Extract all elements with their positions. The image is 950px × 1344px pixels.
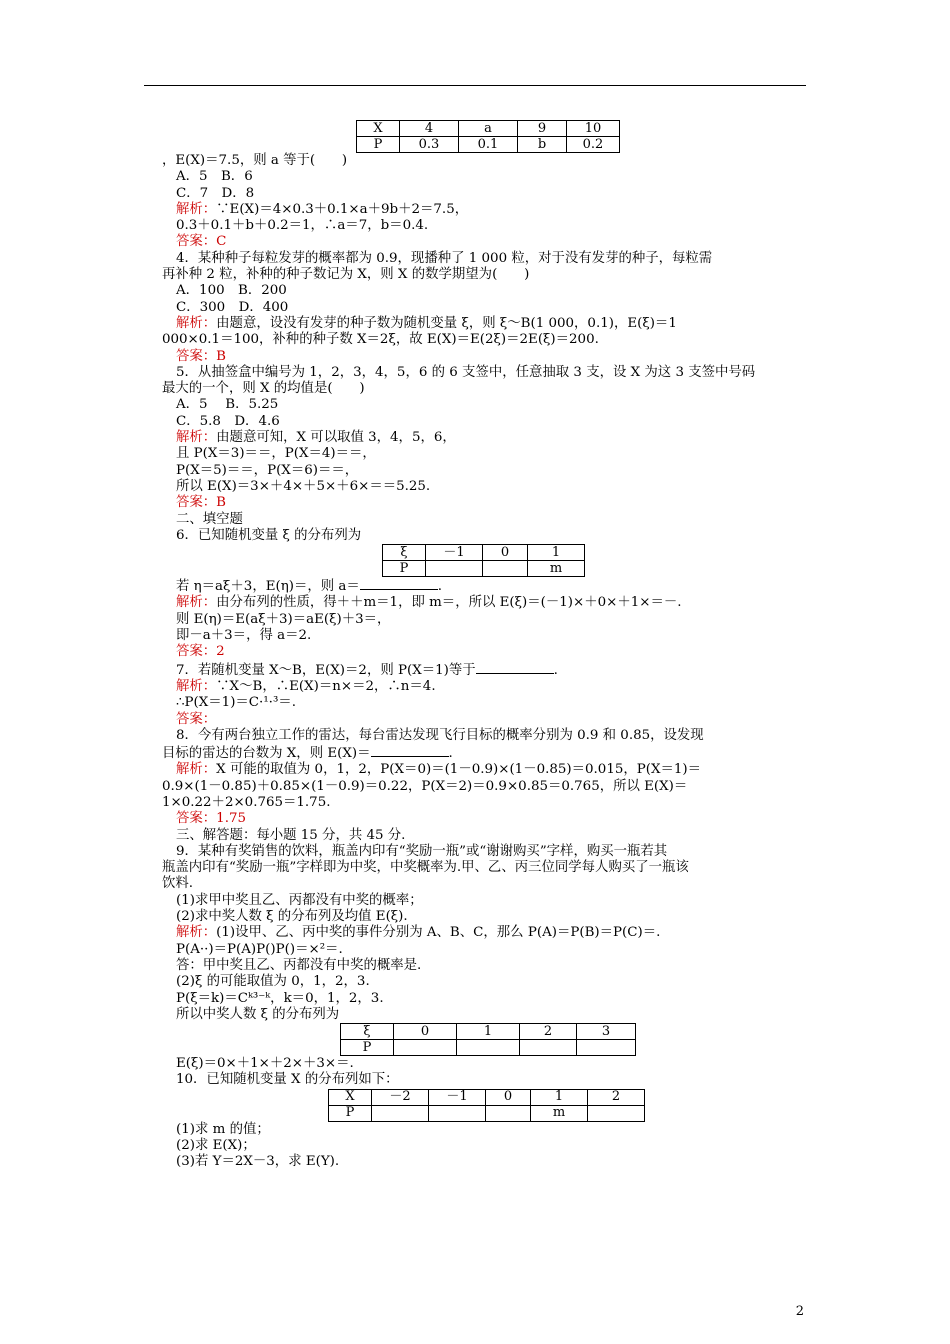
table-cell: P xyxy=(329,1105,372,1121)
q4-answer: 答案：B xyxy=(176,348,227,364)
table-cell: 2 xyxy=(588,1089,645,1105)
q5-options: A．5 B．5.25 xyxy=(176,397,279,413)
q4-analysis: 000×0.1＝100，补种的种子数 X＝2ξ，故 E(X)＝E(2ξ)＝2E(ξ)＝200. xyxy=(162,332,599,348)
q3-stem: ，E(X)＝7.5，则 a 等于( ) xyxy=(162,153,348,168)
table-cell: X xyxy=(329,1089,372,1105)
q3-options: A．5 B．6 xyxy=(176,169,253,185)
q6-analysis-text: 由分布列的性质，得＋＋m＝1，即 m＝，所以 E(ξ)＝(－1)×＋0×＋1×＝－. xyxy=(216,595,682,611)
q10-stem: 10．已知随机变量 X 的分布列如下： xyxy=(176,1072,399,1088)
q5-analysis: 所以 E(X)＝3×＋4×＋5×＋6×＝＝5.25. xyxy=(176,478,431,494)
q9-stem: 9．某种有奖销售的饮料，瓶盖内印有“奖励一瓶”或“谢谢购买”字样，购买一瓶若其 xyxy=(176,843,668,859)
q8-text-end: . xyxy=(448,746,453,762)
table-cell xyxy=(429,1105,486,1121)
q9-part: (1)求甲中奖且乙、丙都没有中奖的概率； xyxy=(176,892,423,908)
q7-answer: 答案： xyxy=(176,711,217,727)
q7-stem xyxy=(162,661,822,679)
document-body xyxy=(162,120,822,1171)
q5-analysis-text: 由题意可知，X 可以取值 3，4，5，6， xyxy=(216,430,456,446)
table-cell: 0 xyxy=(486,1089,531,1105)
q4-stem: 4．某种种子每粒发芽的概率都为 0.9，现播种了 1 000 粒，对于没有发芽的种子，每粒需 xyxy=(176,250,713,266)
table-cell: m xyxy=(528,561,585,577)
table-cell: m xyxy=(531,1105,588,1121)
table-cell: 1 xyxy=(531,1089,588,1105)
section-title-fill-in: 二、填空题 xyxy=(176,511,243,527)
table-cell xyxy=(588,1105,645,1121)
q3-analysis-text: ∵E(X)＝4×0.3＋0.1×a＋9b＋2＝7.5， xyxy=(216,201,469,217)
q6-text-end: . xyxy=(437,579,443,595)
table-cell: 1 xyxy=(457,1024,520,1040)
q6-analysis: 即－a＋3＝，得 a＝2. xyxy=(176,628,312,644)
q9-analysis: 答：甲中奖且乙、丙都没有中奖的概率是. xyxy=(176,957,422,973)
table-cell xyxy=(372,1105,429,1121)
distribution-table-1 xyxy=(356,120,620,153)
q9-analysis: P(ξ＝k)＝Cᵏ³⁻ᵏ，k＝0，1，2，3. xyxy=(176,990,384,1006)
table-cell: 1 xyxy=(528,545,585,561)
table-cell xyxy=(520,1040,577,1056)
table-cell: X xyxy=(357,121,400,137)
table-cell xyxy=(457,1040,520,1056)
distribution-table-4 xyxy=(328,1089,645,1122)
q6-stem: 6．已知随机变量 ξ 的分布列为 xyxy=(176,527,362,543)
q7-text-end: . xyxy=(553,662,558,678)
table-cell: 0.2 xyxy=(567,137,620,153)
analysis-label: 解析： xyxy=(176,762,217,778)
q7-analysis-text: ∵X～B，∴E(X)＝n×＝2，∴n＝4. xyxy=(216,678,436,694)
q9-analysis: (2)ξ 的可能取值为 0，1，2，3. xyxy=(176,974,370,990)
table-cell: ξ xyxy=(383,545,426,561)
table-cell: ξ xyxy=(341,1024,394,1040)
q6-analysis xyxy=(162,595,822,611)
q4-options: C．300 D．400 xyxy=(176,299,289,315)
q10-part: (3)若 Y＝2X－3，求 E(Y). xyxy=(176,1154,340,1170)
q8-text: 目标的雷达的台数为 X，则 E(X)＝ xyxy=(162,746,371,762)
q6-answer: 答案：2 xyxy=(176,644,225,660)
table-cell: 0.3 xyxy=(400,137,459,153)
analysis-label: 解析： xyxy=(176,201,217,217)
table-cell: 2 xyxy=(520,1024,577,1040)
q4-options: A．100 B．200 xyxy=(176,283,287,299)
q4-stem: 再补种 2 粒，补种的种子数记为 X，则 X 的数学期望为( ) xyxy=(162,267,530,283)
q5-analysis: 且 P(X＝3)＝＝，P(X＝4)＝＝， xyxy=(176,446,376,462)
q9-part: (2)求中奖人数 ξ 的分布列及均值 E(ξ). xyxy=(176,909,408,925)
q5-stem: 最大的一个，则 X 的均值是( ) xyxy=(162,381,365,397)
table-cell xyxy=(577,1040,636,1056)
q8-analysis-text: X 可能的取值为 0，1，2，P(X＝0)＝(1－0.9)×(1－0.85)＝0.015，P(X＝1)＝ xyxy=(216,762,702,778)
analysis-label: 解析： xyxy=(176,595,217,611)
q5-stem: 5．从抽签盒中编号为 1，2，3，4，5，6 的 6 支签中，任意抽取 3 支，设 X 为这 3 支签中号码 xyxy=(176,364,756,380)
answer-blank xyxy=(371,744,449,757)
q4-analysis xyxy=(162,316,822,332)
q6-stem xyxy=(162,577,822,595)
answer-blank xyxy=(360,577,438,590)
q5-options: C．5.8 D．4.6 xyxy=(176,413,280,429)
analysis-label: 解析： xyxy=(176,315,217,331)
distribution-table-2 xyxy=(382,544,585,577)
q5-analysis: P(X＝5)＝＝，P(X＝6)＝＝， xyxy=(176,462,359,478)
table-cell: －1 xyxy=(426,545,483,561)
q9-stem: 瓶盖内印有“奖励一瓶”字样即为中奖，中奖概率为.甲、乙、丙三位同学每人购买了一瓶该 xyxy=(162,860,689,876)
q8-analysis: 1×0.22＋2×0.765＝1.75. xyxy=(162,794,331,810)
q8-stem: 8．今有两台独立工作的雷达，每台雷达发现飞行目标的概率分别为 0.9 和 0.85，设发现 xyxy=(176,727,704,743)
q7-text: 7．若随机变量 X～B，E(X)＝2，则 P(X＝1)等于 xyxy=(176,662,476,678)
table-cell: 0 xyxy=(394,1024,457,1040)
q9-analysis: P(A··)＝P(A)P()P()＝×²＝. xyxy=(176,941,343,957)
table-cell: P xyxy=(357,137,400,153)
table-cell: b xyxy=(518,137,567,153)
table-cell: 3 xyxy=(577,1024,636,1040)
table-cell: 9 xyxy=(518,121,567,137)
table-cell xyxy=(483,561,528,577)
section-title-solve: 三、解答题：每小题 15 分，共 45 分. xyxy=(176,827,406,843)
table-cell xyxy=(394,1040,457,1056)
page-number: 2 xyxy=(795,1304,804,1319)
q9-expectation: E(ξ)＝0×＋1×＋2×＋3×＝. xyxy=(176,1056,354,1072)
q9-analysis: 所以中奖人数 ξ 的分布列为 xyxy=(176,1006,340,1022)
q9-stem: 饮料. xyxy=(162,876,194,892)
table-cell: 0.1 xyxy=(459,137,518,153)
q3-analysis: 0.3＋0.1＋b＋0.2＝1，∴a＝7，b＝0.4. xyxy=(176,218,429,234)
q10-part: (2)求 E(X)； xyxy=(176,1138,256,1154)
q8-analysis: 0.9×(1－0.85)＋0.85×(1－0.9)＝0.22，P(X＝2)＝0.9×0.85＝0.765，所以 E(X)＝ xyxy=(162,778,688,794)
q3-options: C．7 D．8 xyxy=(176,185,255,201)
q10-part: (1)求 m 的值； xyxy=(176,1121,270,1137)
q9-analysis-text: (1)设甲、乙、丙中奖的事件分别为 A、B、C，那么 P(A)＝P(B)＝P(C)＝. xyxy=(216,925,661,941)
analysis-label: 解析： xyxy=(176,678,217,694)
q7-analysis: ∴P(X＝1)＝C·¹·³＝. xyxy=(176,695,296,711)
q4-analysis-text: 由题意，设没有发芽的种子数为随机变量 ξ，则 ξ～B(1 000，0.1)，E(ξ)＝1 xyxy=(216,315,677,331)
q8-answer: 答案：1.75 xyxy=(176,811,246,827)
table-cell: －1 xyxy=(429,1089,486,1105)
q8-analysis xyxy=(162,762,822,778)
distribution-table-3 xyxy=(340,1023,636,1056)
table-cell: 4 xyxy=(400,121,459,137)
table-cell: －2 xyxy=(372,1089,429,1105)
table-cell xyxy=(486,1105,531,1121)
q7-analysis xyxy=(162,679,822,695)
table-cell: P xyxy=(341,1040,394,1056)
table-cell xyxy=(426,561,483,577)
q3-answer: 答案：C xyxy=(176,234,227,250)
table-cell: P xyxy=(383,561,426,577)
table-cell: 0 xyxy=(483,545,528,561)
analysis-label: 解析： xyxy=(176,925,217,941)
q6-analysis: 则 E(η)＝E(aξ＋3)＝aE(ξ)＋3＝， xyxy=(176,611,391,627)
table-cell: 10 xyxy=(567,121,620,137)
q5-analysis xyxy=(162,430,822,446)
analysis-label: 解析： xyxy=(176,430,217,446)
header-rule xyxy=(144,85,806,86)
q9-analysis xyxy=(162,925,822,941)
q8-stem xyxy=(162,744,822,762)
table-cell: a xyxy=(459,121,518,137)
q6-text: 若 η＝aξ＋3，E(η)＝，则 a＝ xyxy=(176,579,360,595)
q5-answer: 答案：B xyxy=(176,495,227,511)
answer-blank xyxy=(476,661,554,674)
q3-analysis xyxy=(162,202,822,218)
